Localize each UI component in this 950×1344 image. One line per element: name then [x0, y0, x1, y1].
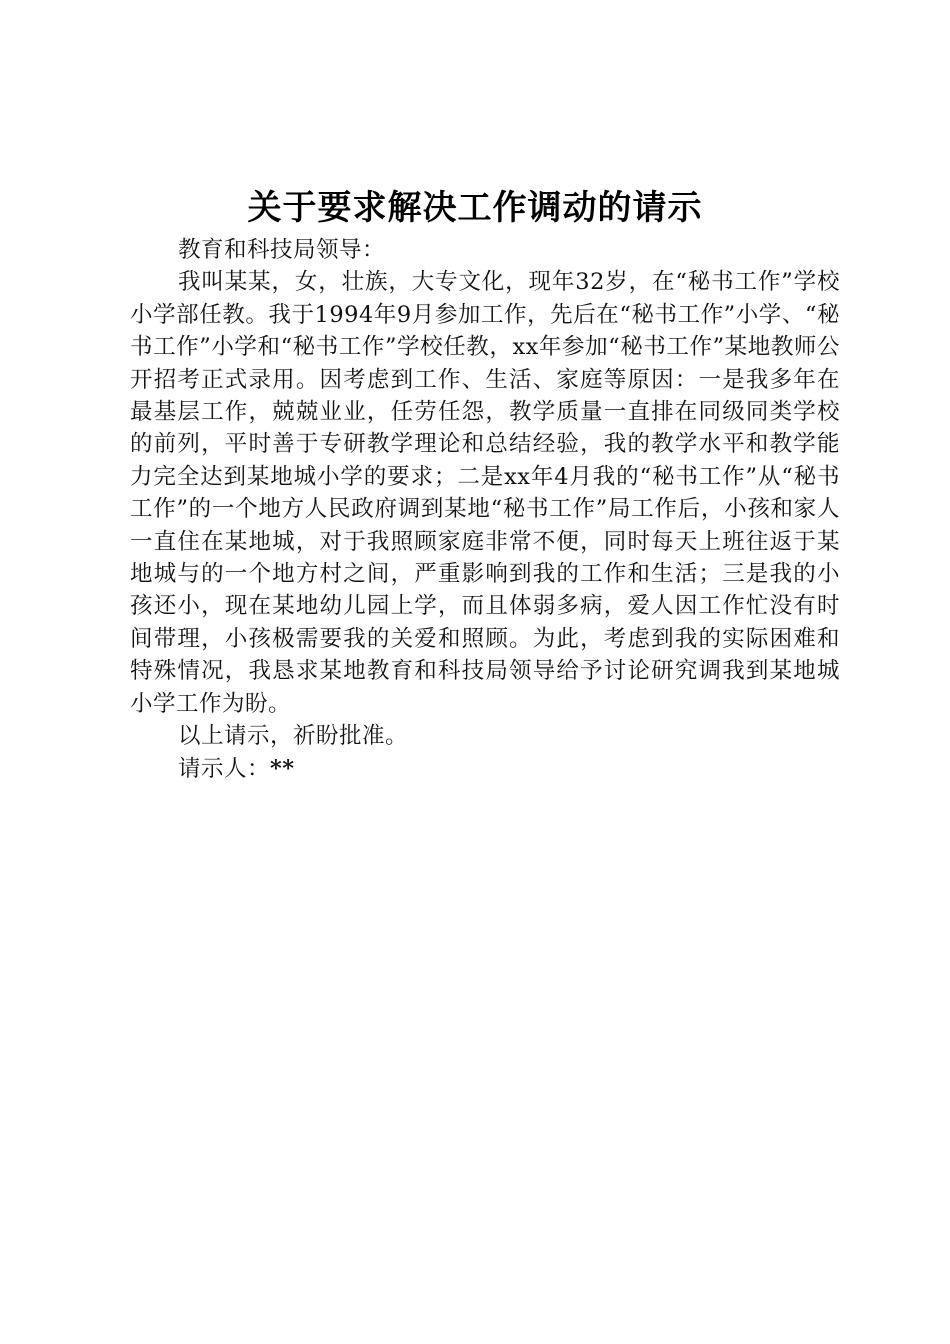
- signature-label: 请示人：: [178, 755, 271, 782]
- body-paragraph: 我叫某某，女，壮族，大专文化，现年32岁，在“秘书工作”学校小学部任教。我于1994年9月参加工作，先后在“秘书工作”小学、“秘书工作”小学和“秘书工作”学校任教，xx年参加“秘书工作”某地教师公开招考正式录用。因考虑到工作、生活、家庭等原因：一是我多年在最基层工作，兢兢业业，任劳任怨，教学质量一直排在同级同类学校的前列，平时善于专研教学理论和总结经验，我的教学水平和教学能力完全达到某地城小学的要求；二是xx年4月我的“秘书工作”从“秘书工作”的一个地方人民政府调到某地“秘书工作”局工作后，小孩和家人一直住在某地城，对于我照顾家庭非常不便，同时每天上班往返于某地城与的一个地方村之间，严重影响到我的工作和生活；三是我的小孩还小，现在某地幼儿园上学，而且体弱多病，爱人因工作忙没有时间带理，小孩极需要我的关爱和照顾。为此，考虑到我的实际困难和特殊情况，我恳求某地教育和科技局领导给予讨论研究调我到某地城小学工作为盼。: [130, 269, 840, 717]
- closing-line: 以上请示，祈盼批准。: [178, 723, 409, 750]
- signature-line: [130, 753, 840, 785]
- signature-name: **: [270, 755, 295, 782]
- document-body: [130, 234, 840, 785]
- document-title: 关于要求解决工作调动的请示: [247, 188, 703, 228]
- salutation: 教育和科技局领导：: [178, 237, 386, 263]
